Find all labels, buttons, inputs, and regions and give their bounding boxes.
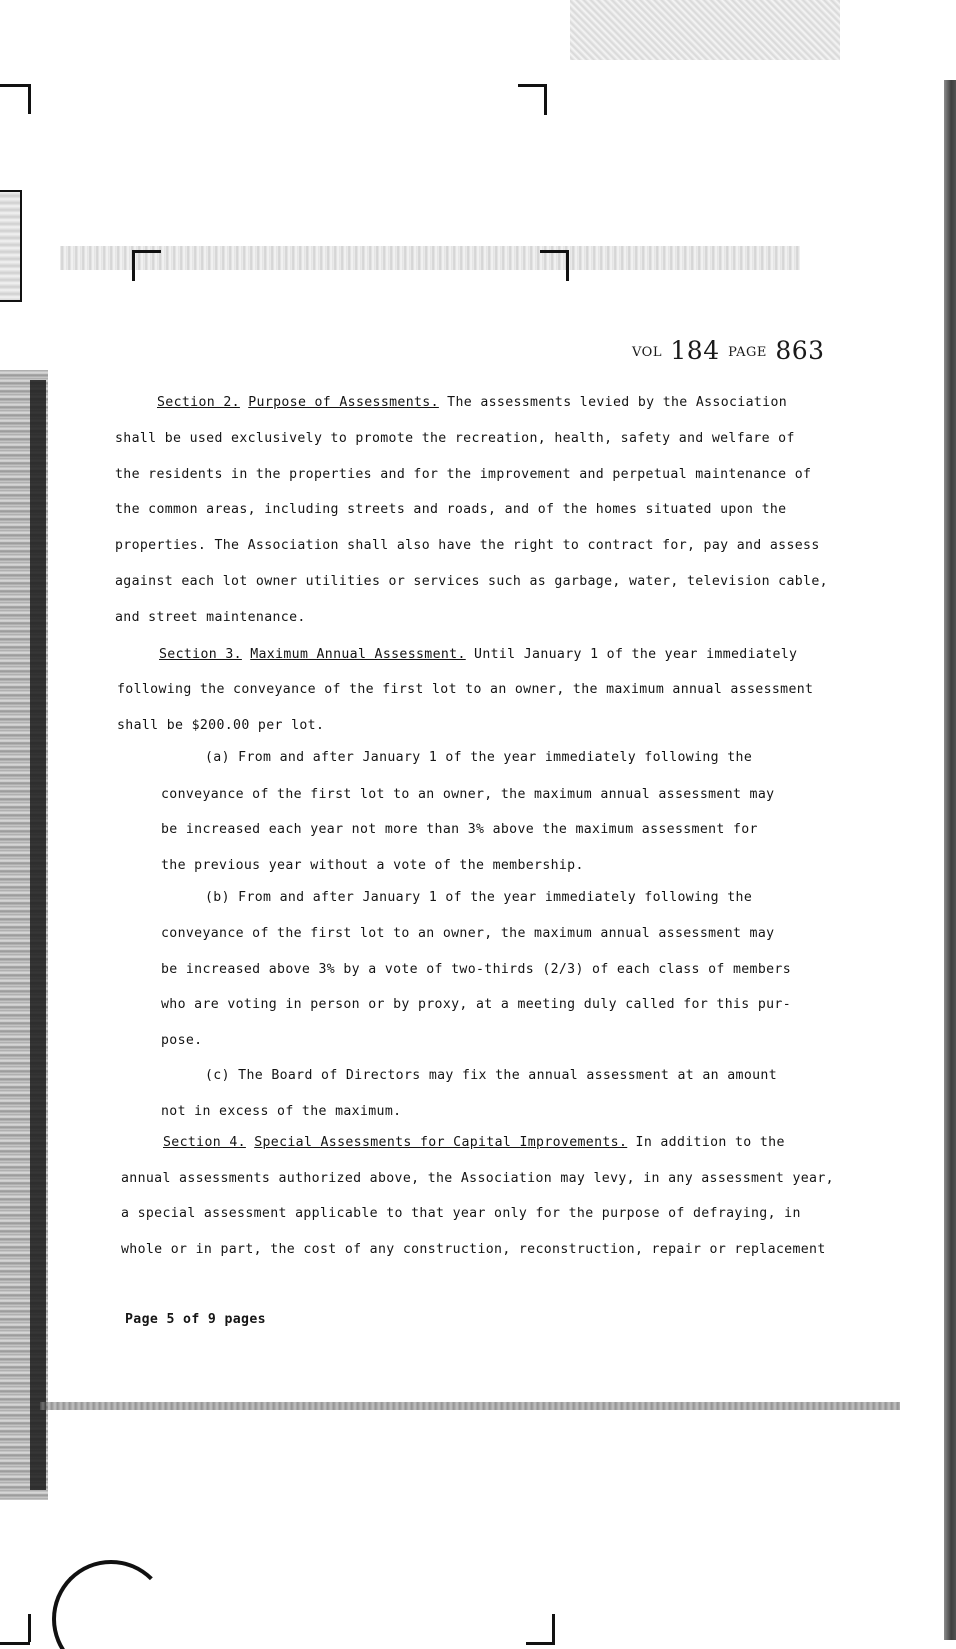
text-line [163, 1135, 785, 1150]
text-line [159, 647, 797, 662]
text-line [161, 962, 791, 977]
text-run: properties. The Association shall also have the right to contract for, pay and assess [115, 538, 820, 553]
text-line [121, 1242, 826, 1257]
text-line [161, 822, 758, 837]
text-line [121, 1206, 801, 1221]
binding-tab [0, 190, 22, 302]
text-line [115, 431, 795, 446]
text-line [161, 858, 584, 873]
crop-mark-middle-right [540, 250, 569, 281]
stamp-page: 863 [775, 336, 825, 365]
text-line [205, 1068, 777, 1083]
heading-underlined: Special Assessments for Capital Improvements. [254, 1135, 628, 1150]
text-run: not in excess of the maximum. [161, 1104, 402, 1119]
text-run: the residents in the properties and for the improvement and perpetual maintenance of [115, 467, 812, 482]
text-run: The assessments levied by the Association [438, 395, 788, 410]
text-run: following the conveyance of the first lot to an owner, the maximum annual assessment [117, 682, 814, 697]
heading-underlined: Section 4. [163, 1135, 246, 1150]
text-line [161, 997, 791, 1012]
text-run: annual assessments authorized above, the Association may levy, in any assessment year, [121, 1171, 834, 1186]
heading-underlined: Section 2. [157, 395, 240, 410]
text-run: conveyance of the first lot to an owner, the maximum annual assessment may [161, 926, 775, 941]
text-run: In addition to the [627, 1135, 785, 1150]
scan-edge-right [944, 80, 956, 1640]
text-line [115, 610, 306, 625]
text-line [115, 538, 820, 553]
text-line [161, 926, 774, 941]
volume-page-stamp [632, 336, 825, 365]
text-run: (b) From and after January 1 of the year immediately following the [205, 890, 753, 905]
text-run: be increased each year not more than 3% above the maximum assessment for [161, 822, 758, 837]
text-line [157, 395, 787, 410]
text-line [205, 750, 752, 765]
page-footer: Page 5 of 9 pages [125, 1312, 266, 1327]
scan-shadow-left [30, 380, 46, 1490]
text-line [115, 574, 828, 589]
heading-underlined: Section 3. [159, 647, 242, 662]
text-run: be increased above 3% by a vote of two-thirds (2/3) of each class of members [161, 962, 792, 977]
text-run [242, 647, 250, 662]
text-line [117, 718, 324, 733]
text-run [246, 1135, 254, 1150]
text-line [161, 787, 774, 802]
text-line [205, 890, 752, 905]
heading-underlined: Maximum Annual Assessment. [250, 647, 466, 662]
text-line [115, 502, 786, 517]
crop-mark-bottom-left [0, 1614, 30, 1645]
text-run: whole or in part, the cost of any construction, reconstruction, repair or replacement [121, 1242, 826, 1257]
crop-mark-top-right [518, 84, 547, 115]
text-line [161, 1104, 401, 1119]
text-run: (c) The Board of Directors may fix the annual assessment at an amount [205, 1068, 777, 1083]
text-run: (a) From and after January 1 of the year immediately following the [205, 750, 753, 765]
text-run: the common areas, including streets and roads, and of the homes situated upon the [115, 502, 787, 517]
text-run: the previous year without a vote of the membership. [161, 858, 584, 873]
crop-mark-bottom-left-stem [28, 1614, 31, 1642]
stamp-mid: PAGE [728, 345, 767, 360]
text-run: shall be used exclusively to promote the recreation, health, safety and welfare of [115, 431, 795, 446]
text-run: against each lot owner utilities or services such as garbage, water, television cable, [115, 574, 828, 589]
heading-underlined: Purpose of Assessments. [248, 395, 439, 410]
text-line [161, 1033, 202, 1048]
text-run [240, 395, 248, 410]
crop-mark-top-left-stem [28, 84, 31, 114]
text-run: conveyance of the first lot to an owner, the maximum annual assessment may [161, 787, 775, 802]
stamp-volume: 184 [670, 336, 720, 365]
text-line [121, 1171, 834, 1186]
text-line [117, 682, 813, 697]
scan-noise-band [60, 246, 800, 270]
scan-noise-top [570, 0, 840, 60]
text-run: pose. [161, 1033, 203, 1048]
text-line [115, 467, 811, 482]
text-run: and street maintenance. [115, 610, 306, 625]
text-run: a special assessment applicable to that year only for the purpose of defraying, in [121, 1206, 801, 1221]
scan-artifact-arc [52, 1560, 170, 1649]
text-run: shall be $200.00 per lot. [117, 718, 325, 733]
crop-mark-bottom-right [526, 1614, 555, 1645]
text-run: Until January 1 of the year immediately [465, 647, 798, 662]
text-run: who are voting in person or by proxy, at a meeting duly called for this pur- [161, 997, 792, 1012]
stamp-prefix: VOL [632, 345, 662, 360]
crop-mark-middle-left [132, 250, 161, 281]
crop-mark-top-left [0, 84, 30, 117]
scan-edge-bottom [40, 1402, 900, 1410]
